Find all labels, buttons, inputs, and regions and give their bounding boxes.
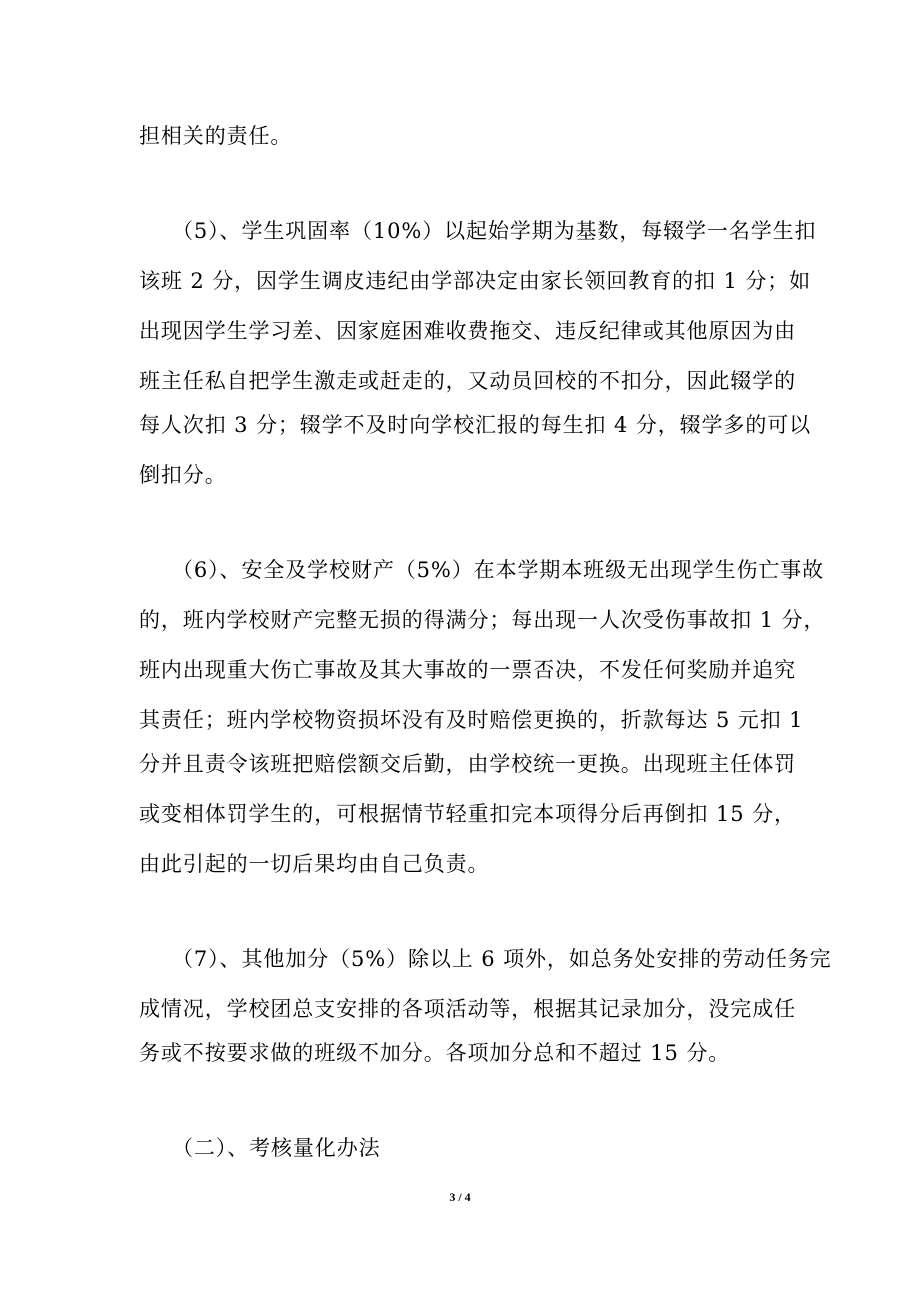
item6-line-4: 其责任；班内学校物资损坏没有及时赔偿更换的，折款每达 5 元扣 1 xyxy=(139,708,804,732)
item6-line-3: 班内出现重大伤亡事故及其大事故的一票否决，不发任何奖励并追究 xyxy=(139,658,796,682)
item6-line-5: 分并且责令该班把赔偿额交后勤，由学校统一更换。出现班主任体罚 xyxy=(139,752,796,776)
item7-line-1: （7）、其他加分（5%）除以上 6 项外，如总务处安排的劳动任务完 xyxy=(172,947,832,971)
item5-line-4: 班主任私自把学生激走或赶走的，又动员回校的不扣分，因此辍学的 xyxy=(139,369,796,393)
section-heading: （二）、考核量化办法 xyxy=(172,1136,381,1160)
item5-line-3: 出现因学生学习差、因家庭困难收费拖交、违反纪律或其他原因为由 xyxy=(139,319,796,343)
item5-line-5: 每人次扣 3 分；辍学不及时向学校汇报的每生扣 4 分，辍学多的可以 xyxy=(139,413,812,437)
paragraph-continuation: 担相关的责任。 xyxy=(139,124,293,148)
item5-line-1: （5）、学生巩固率（10%）以起始学期为基数，每辍学一名学生扣 xyxy=(172,219,817,243)
item6-line-2: 的，班内学校财产完整无损的得满分；每出现一人次受伤事故扣 1 分， xyxy=(139,608,826,632)
item7-line-3: 务或不按要求做的班级不加分。各项加分总和不超过 15 分。 xyxy=(139,1041,731,1065)
item6-line-1: （6）、安全及学校财产（5%）在本学期本班级无出现学生伤亡事故 xyxy=(172,558,825,582)
item6-line-6: 或变相体罚学生的，可根据情节轻重扣完本项得分后再倒扣 15 分， xyxy=(139,802,796,826)
item7-line-2: 成情况，学校团总支安排的各项活动等，根据其记录加分，没完成任 xyxy=(139,997,796,1021)
item5-line-2: 该班 2 分，因学生调皮违纪由学部决定由家长领回教育的扣 1 分；如 xyxy=(139,269,812,293)
page-number: 3 / 4 xyxy=(449,1190,471,1204)
item5-line-6: 倒扣分。 xyxy=(139,463,227,487)
item6-line-7: 由此引起的一切后果均由自己负责。 xyxy=(139,852,490,876)
